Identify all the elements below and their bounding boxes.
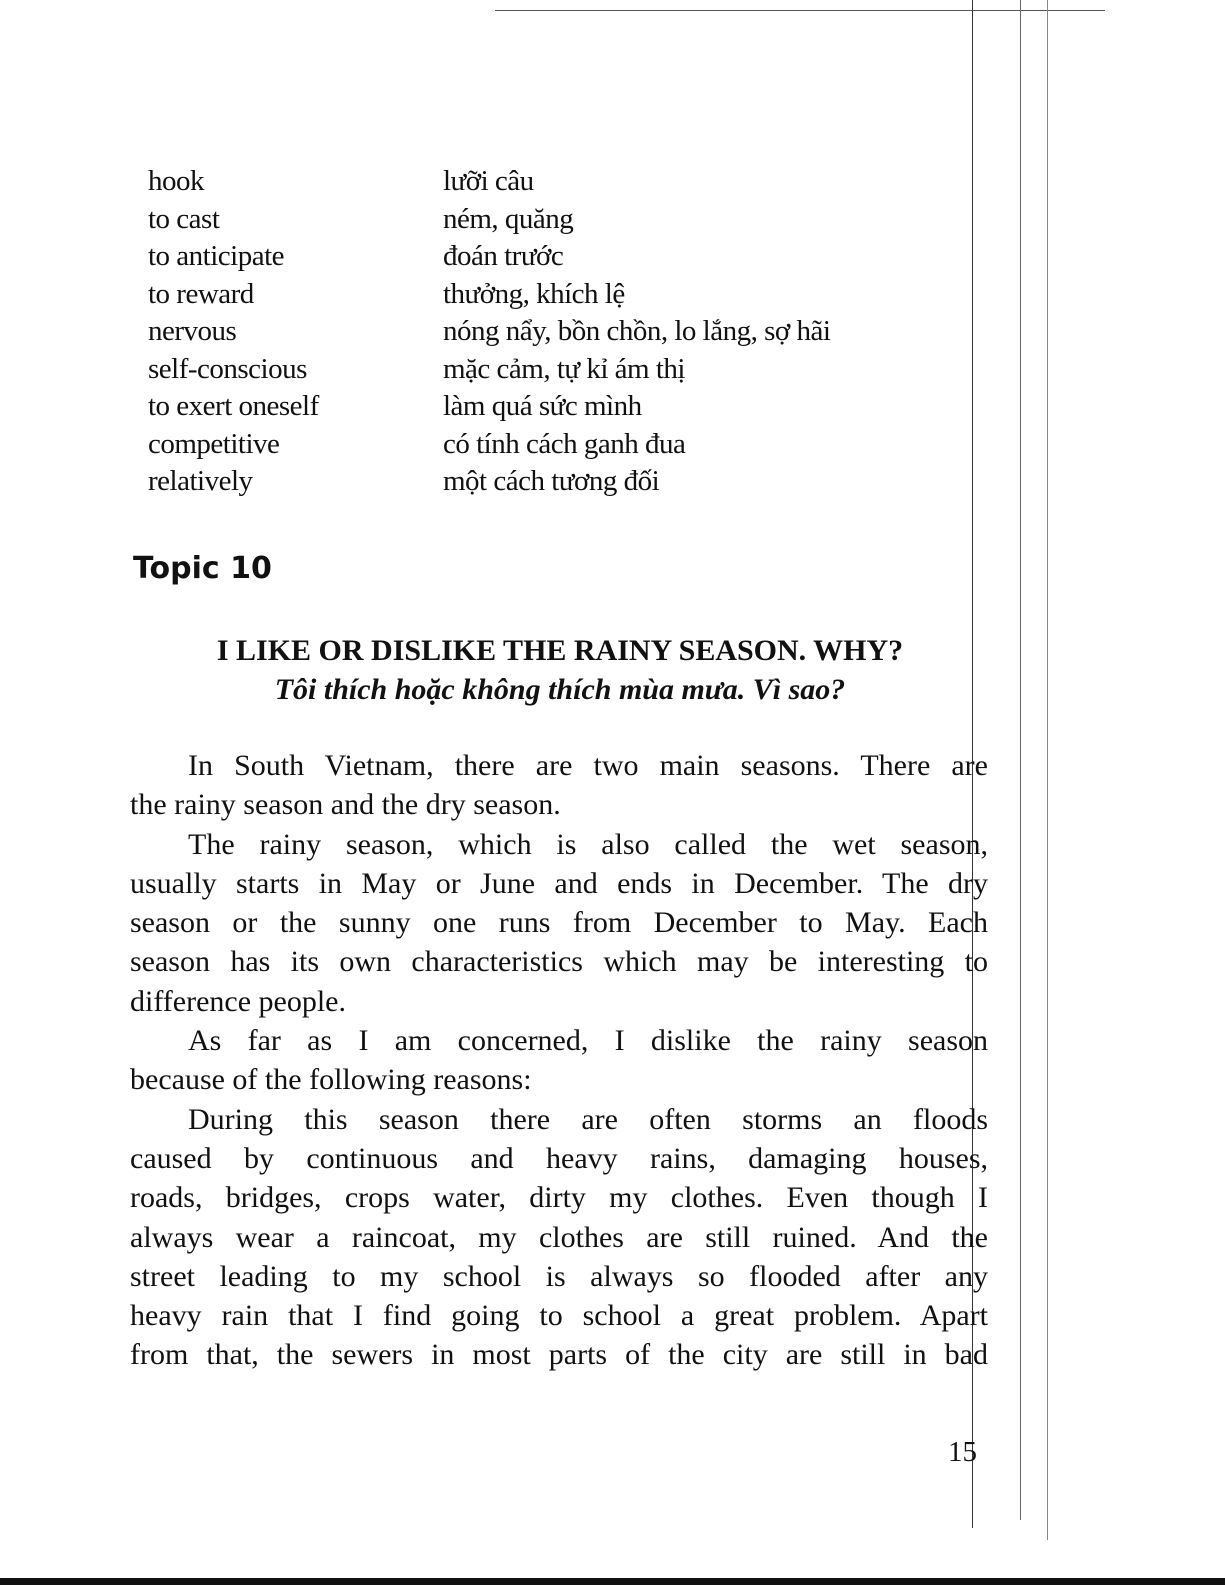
- body-line: street leading to my school is always so flooded after any: [130, 1259, 988, 1293]
- body-line: season or the sunny one runs from December to May. Each: [130, 906, 988, 940]
- body-line: caused by continuous and heavy rains, damaging houses,: [130, 1141, 988, 1175]
- vocab-english: to cast: [148, 202, 220, 235]
- vocab-vietnamese: làm quá sức mình: [443, 390, 642, 422]
- vocab-vietnamese: thưởng, khích lệ: [443, 277, 625, 310]
- scan-edge-line: [1020, 0, 1021, 1520]
- body-line: roads, bridges, crops water, dirty my clothes. Even though I: [130, 1181, 988, 1215]
- essay-subtitle: Tôi thích hoặc không thích mùa mưa. Vì sao?: [274, 673, 846, 706]
- essay-body: [130, 746, 988, 1375]
- vocab-vietnamese: mặc cảm, tự kỉ ám thị: [443, 352, 685, 385]
- vocab-vietnamese: lưỡi câu: [443, 165, 534, 197]
- vocab-vietnamese: ném, quăng: [443, 202, 574, 235]
- body-line: the rainy season and the dry season.: [130, 788, 561, 822]
- body-line: because of the following reasons:: [130, 1063, 532, 1097]
- vocab-english: competitive: [148, 427, 280, 460]
- vocab-english: to anticipate: [148, 240, 285, 272]
- vocab-english: hook: [148, 165, 204, 197]
- body-line: always wear a raincoat, my clothes are still ruined. And the: [130, 1220, 988, 1254]
- body-line: season has its own characteristics which may be interesting to: [130, 945, 988, 979]
- vocab-english: relatively: [148, 465, 253, 497]
- topic-heading: Topic 10: [133, 551, 272, 586]
- body-line: usually starts in May or June and ends in December. The dry: [130, 866, 988, 900]
- vocab-vietnamese: một cách tương đối: [443, 465, 660, 497]
- body-line: difference people.: [130, 984, 346, 1018]
- vocab-vietnamese: đoán trước: [443, 240, 564, 272]
- scan-top-edge: [495, 10, 1105, 11]
- vocab-vietnamese: có tính cách ganh đua: [443, 427, 686, 460]
- page-number: 15: [948, 1436, 977, 1468]
- vocab-english: self-conscious: [148, 352, 307, 385]
- vocab-vietnamese: nóng nẩy, bồn chồn, lo lắng, sợ hãi: [443, 315, 831, 347]
- scan-edge-line-outer: [1047, 0, 1048, 1540]
- vocab-english: to exert oneself: [148, 390, 319, 422]
- vocab-english: to reward: [148, 277, 254, 310]
- body-line: During this season there are often storms an floods: [188, 1102, 988, 1136]
- essay-title: I LIKE OR DISLIKE THE RAINY SEASON. WHY?: [216, 634, 904, 667]
- body-line: In South Vietnam, there are two main seasons. There are: [188, 749, 988, 782]
- body-line: The rainy season, which is also called the wet season,: [188, 827, 988, 861]
- body-line: from that, the sewers in most parts of the city are still in bad: [130, 1338, 988, 1372]
- vocab-english: nervous: [148, 315, 237, 347]
- body-line: heavy rain that I find going to school a great problem. Apart: [130, 1299, 988, 1333]
- body-line: As far as I am concerned, I dislike the rainy season: [188, 1024, 988, 1058]
- scan-bottom-edge: [0, 1578, 1225, 1585]
